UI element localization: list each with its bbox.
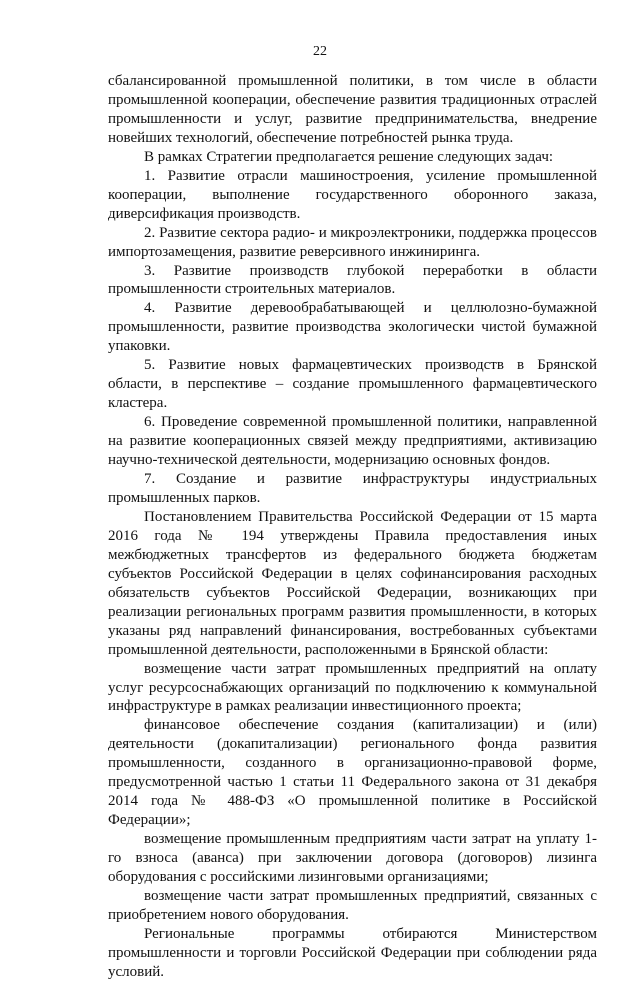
task-item: 2. Развитие сектора радио- и микроэлектроники, поддержка процессов импортозамещения, развитие реверсивного инжиниринга.	[108, 224, 597, 260]
task-item: 4. Развитие деревообрабатывающей и целлюлозно-бумажной промышленности, развитие производства экологически чистой бумажной упаковки.	[108, 300, 597, 355]
document-body	[108, 72, 597, 982]
funding-item: возмещение части затрат промышленных предприятий на оплату услуг ресурсоснабжающих организаций по подключению к коммунальной инфраструктуре в рамках реализации инвестиционного проекта;	[108, 660, 597, 715]
task-item: 3. Развитие производств глубокой переработки в области промышленности строительных материалов.	[108, 262, 597, 298]
task-item: 6. Проведение современной промышленной политики, направленной на развитие кооперационных связей между предприятиями, активизацию научно-технической деятельности, модернизацию основных фондов.	[108, 414, 597, 469]
page-number: 22	[313, 44, 327, 59]
funding-item: финансовое обеспечение создания (капитализации) и (или) деятельности (докапитализации) регионального фонда развития промышленности, созданного в организационно-правовой форме, предусмотренной частью 1 статьи 11 Федерального закона от 31 декабря 2014 года № 488-ФЗ «О промышленной политике в Российской Федерации»;	[108, 717, 597, 829]
task-item: 7. Создание и развитие инфраструктуры индустриальных промышленных парков.	[108, 471, 597, 506]
paragraph: Региональные программы отбираются Министерством промышленности и торговли Российской Федерации при соблюдении ряда условий.	[108, 925, 597, 980]
task-item: 1. Развитие отрасли машиностроения, усиление промышленной кооперации, выполнение государственного оборонного заказа, диверсификация производств.	[108, 167, 597, 222]
funding-item: возмещение промышленным предприятиям части затрат на уплату 1-го взноса (аванса) при заключении договора (договоров) лизинга оборудования с российскими лизинговыми организациями;	[108, 831, 597, 886]
paragraph: сбалансированной промышленной политики, в том числе в области промышленной кооперации, обеспечение развития традиционных отраслей промышленности и услуг, развитие предпринимательства, внедрение новейших технологий, обеспечение потребностей рынка труда.	[108, 73, 597, 146]
task-item: 5. Развитие новых фармацевтических производств в Брянской области, в перспективе – создание промышленного фармацевтического кластера.	[108, 357, 597, 412]
paragraph: В рамках Стратегии предполагается решение следующих задач:	[144, 148, 554, 165]
funding-item: возмещение части затрат промышленных предприятий, связанных с приобретением нового оборудования.	[108, 887, 597, 923]
paragraph: Постановлением Правительства Российской Федерации от 15 марта 2016 года № 194 утверждены Правила предоставления иных межбюджетных трансфертов из федерального бюджета бюджетам субъектов Российской Федерации в целях софинансирования расходных обязательств субъектов Российской Федерации, возникающих при реализации региональных программ развития промышленности, в которых указаны ряд направлений финансирования, востребованных субъектами промышленной деятельности, расположенными в Брянской области:	[108, 508, 597, 658]
